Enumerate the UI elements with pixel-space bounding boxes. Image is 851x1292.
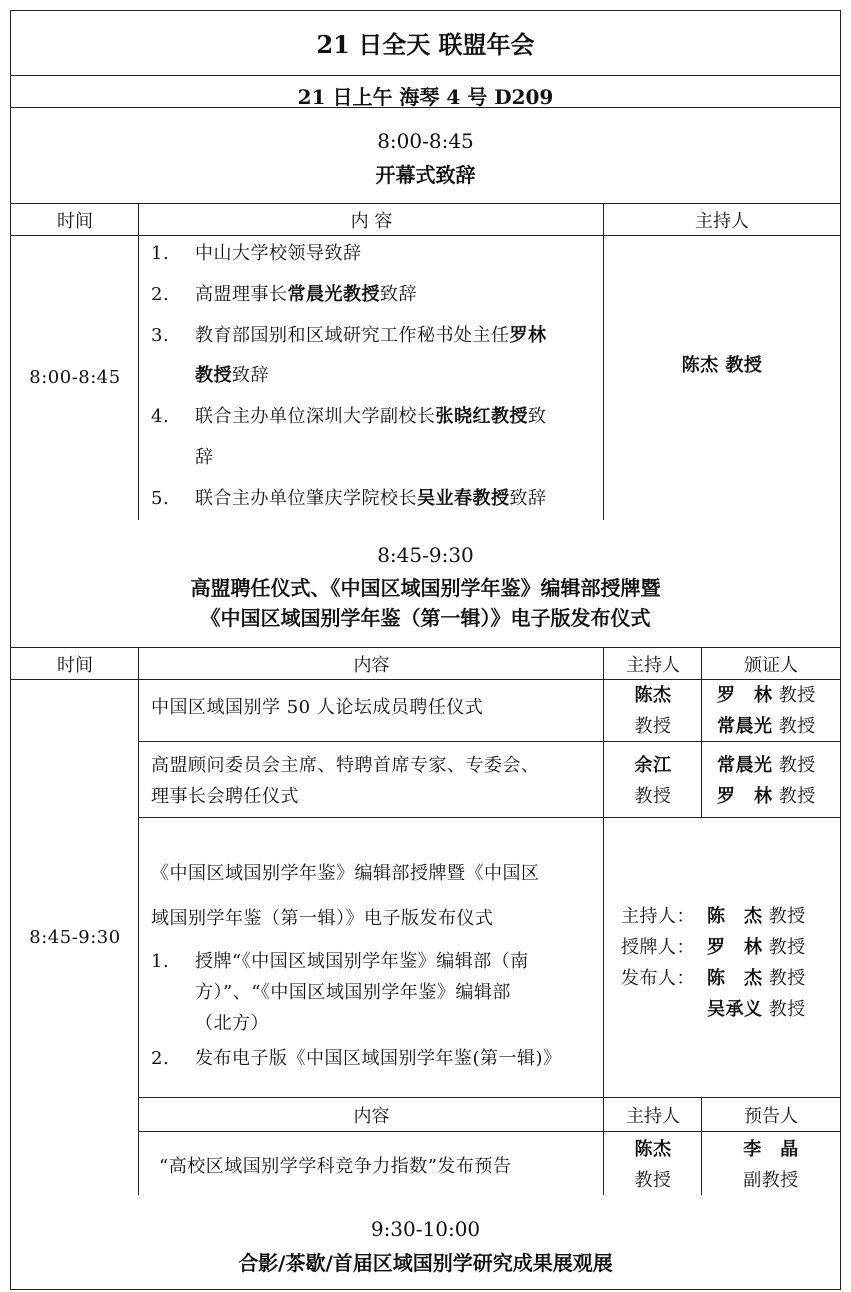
host-name: 陈杰 bbox=[634, 1139, 672, 1160]
header-certifier: 颁证人 bbox=[744, 655, 798, 676]
section1-time: 8:00-8:45 bbox=[377, 129, 474, 153]
section1-title: 开幕式致辞 bbox=[375, 163, 476, 187]
list-item-continued: 方）”、“《中国区域国别学年鉴》编辑部 bbox=[195, 982, 511, 1003]
section3-title: 合影/茶歇/首届区域国别学研究成果展观展 bbox=[238, 1251, 613, 1275]
list-item: 1. 中山大学校领导致辞 bbox=[151, 243, 362, 264]
section2-time: 8:45-9:30 bbox=[377, 543, 474, 567]
list-item-continued: 辞 bbox=[195, 447, 214, 468]
certifier-line: 罗 林 教授 bbox=[717, 786, 816, 807]
header-content: 内容 bbox=[353, 655, 390, 676]
section2-row-time: 8:45-9:30 bbox=[29, 927, 121, 948]
header-time: 时间 bbox=[57, 655, 93, 676]
content-cell: 中国区域国别学 50 人论坛成员聘任仪式 bbox=[151, 697, 484, 718]
role-line: 主持人： 陈 杰 教授 bbox=[621, 906, 806, 927]
certifier-line: 常晨光 教授 bbox=[717, 716, 816, 737]
list-item: 2. 发布电子版《中国区域国别学年鉴(第一辑)》 bbox=[151, 1048, 562, 1069]
list-item: 3. 教育部国别和区域研究工作秘书处主任罗林 bbox=[151, 325, 547, 346]
subheader-content: 内容 bbox=[353, 1106, 390, 1127]
schedule-table bbox=[10, 10, 841, 1290]
role-line: 授牌人： 罗 林 教授 bbox=[621, 937, 806, 958]
list-item: 2. 高盟理事长常晨光教授致辞 bbox=[151, 284, 417, 305]
content-cell: 域国别学年鉴（第一辑）》电子版发布仪式 bbox=[151, 908, 494, 929]
host-name: 陈杰 bbox=[634, 685, 672, 706]
announcer-title: 副教授 bbox=[743, 1170, 799, 1191]
header-host: 主持人 bbox=[626, 655, 680, 676]
announcer-name: 李 晶 bbox=[743, 1139, 799, 1160]
venue-line: 21 日上午 海琴 4 号 D209 bbox=[297, 85, 554, 109]
list-item: 1. 授牌“《中国区域国别学年鉴》编辑部（南 bbox=[151, 951, 529, 972]
certifier-line: 常晨光 教授 bbox=[717, 755, 816, 776]
list-item-continued: 教授致辞 bbox=[195, 365, 269, 386]
content-cell: 《中国区域国别学年鉴》编辑部授牌暨《中国区 bbox=[151, 863, 540, 884]
subheader-announcer: 预告人 bbox=[744, 1106, 798, 1127]
content-cell: “高校区域国别学学科竞争力指数”发布预告 bbox=[159, 1156, 512, 1177]
list-item: 4. 联合主办单位深圳大学副校长张晓红教授致 bbox=[151, 406, 547, 427]
list-item: 5. 联合主办单位肇庆学院校长吴业春教授致辞 bbox=[151, 488, 547, 509]
host-title: 教授 bbox=[634, 716, 672, 737]
list-item-continued: （北方） bbox=[195, 1013, 269, 1034]
host-title: 教授 bbox=[634, 1170, 672, 1191]
header-time: 时间 bbox=[57, 211, 93, 232]
section2-title-line2: 《中国区域国别学年鉴（第一辑）》电子版发布仪式 bbox=[200, 606, 651, 630]
page-title: 21 日全天 联盟年会 bbox=[316, 30, 535, 59]
section1-row-time: 8:00-8:45 bbox=[29, 367, 121, 388]
host-name: 余江 bbox=[634, 755, 672, 776]
header-content: 内 容 bbox=[350, 211, 393, 232]
subheader-host: 主持人 bbox=[626, 1106, 680, 1127]
role-line: 发布人： 陈 杰 教授 bbox=[621, 968, 806, 989]
section2-title-line1: 高盟聘任仪式、《中国区域国别学年鉴》编辑部授牌暨 bbox=[190, 576, 661, 600]
section3-time: 9:30-10:00 bbox=[370, 1217, 481, 1241]
certifier-line: 罗 林 教授 bbox=[717, 685, 816, 706]
content-cell: 理事长会聘任仪式 bbox=[151, 786, 299, 807]
host-title: 教授 bbox=[634, 786, 672, 807]
section1-host: 陈杰 教授 bbox=[681, 355, 763, 376]
header-host: 主持人 bbox=[695, 211, 749, 232]
content-cell: 高盟顾问委员会主席、特聘首席专家、专委会、 bbox=[151, 755, 540, 776]
role-line: 吴承义 教授 bbox=[707, 999, 806, 1020]
